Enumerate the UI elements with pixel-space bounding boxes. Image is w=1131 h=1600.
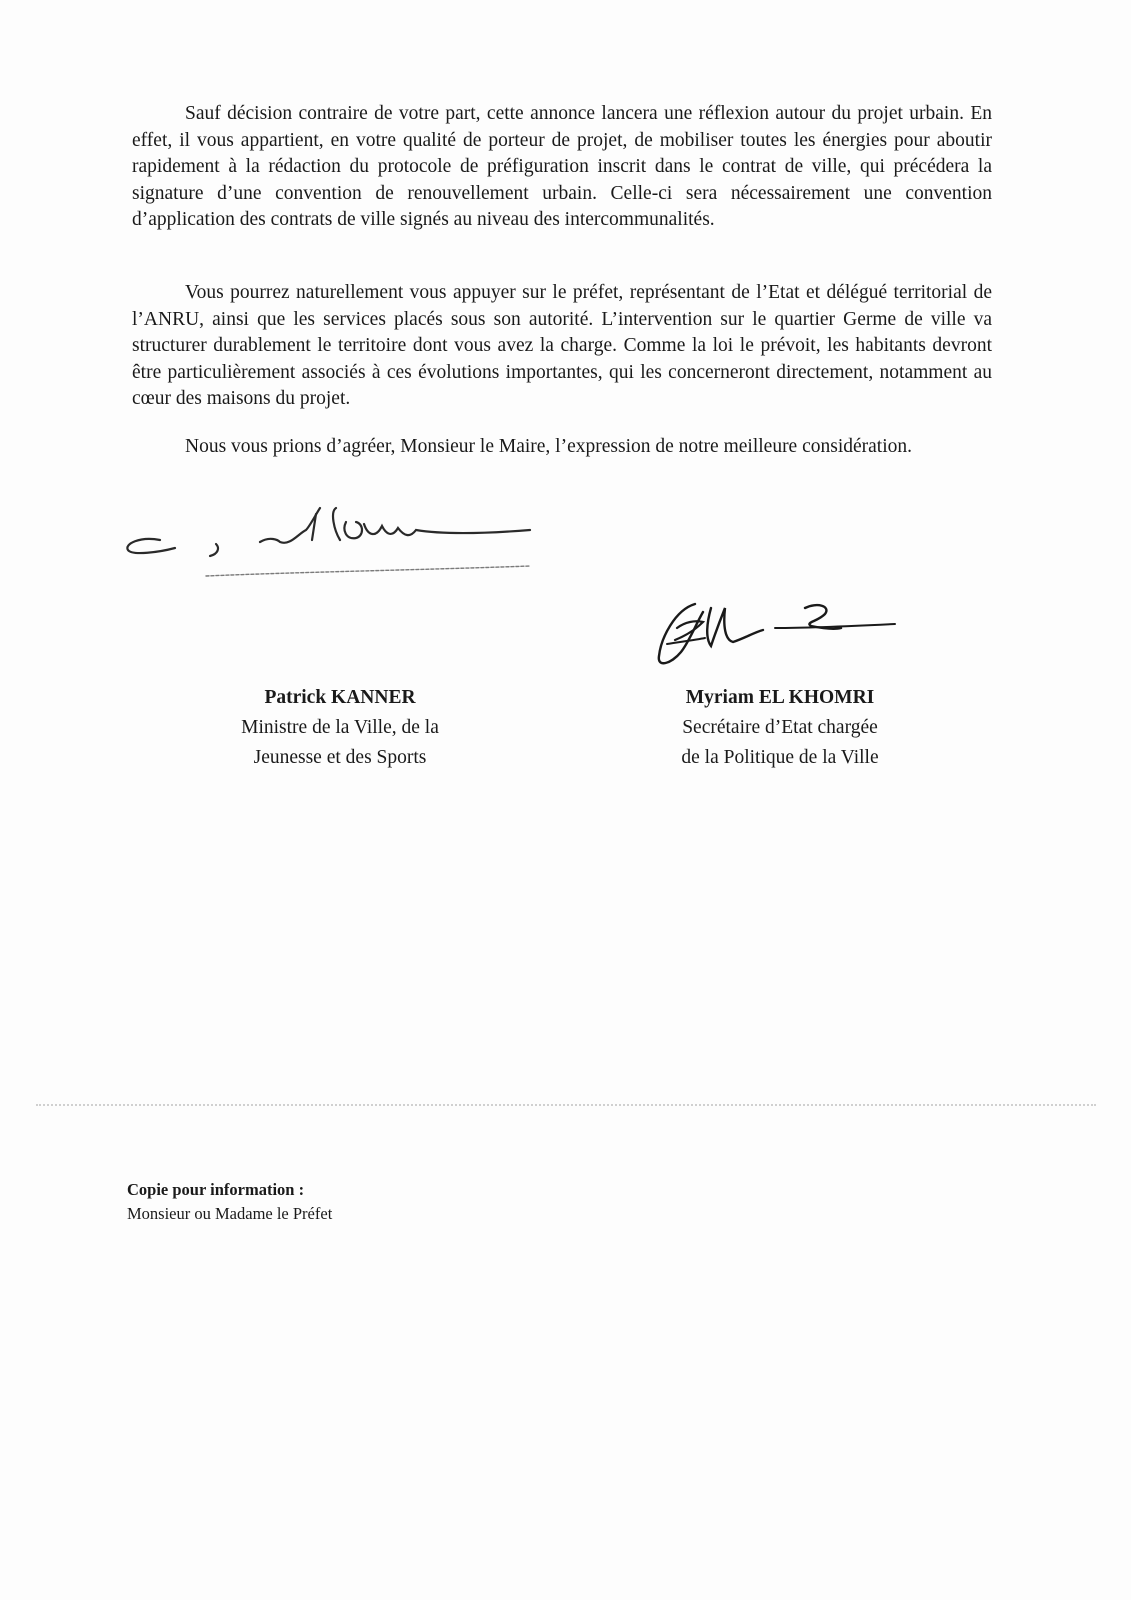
signatory-title-line: Jeunesse et des Sports (253, 747, 427, 768)
signatory-title-line: de la Politique de la Ville (681, 747, 879, 768)
letter-paragraph-1 (132, 101, 992, 234)
letter-paragraph-3 (132, 434, 992, 461)
paragraph-text: Vous pourrez naturellement vous appuyer sur le préfet, représentant de l’Etat et délégué territorial de l’ANRU, ainsi que les services placés sous son autorité. L’intervention sur le quartier Germe de ville va structurer durablement le territoire dont vous avez la charge. Comme la loi le prévoit, les habitants devront être particulièrement associés à ces évolutions importantes, qui les concerneront directement, notamment au cœur des maisons du projet. (132, 282, 992, 409)
signatory-name: Patrick KANNER (264, 687, 416, 708)
copy-recipient: Monsieur ou Madame le Préfet (127, 1204, 333, 1223)
signatory-title-line: Ministre de la Ville, de la (241, 717, 439, 738)
scan-dotted-rule (36, 1104, 1096, 1106)
copy-notice (127, 1178, 332, 1226)
handwritten-signature-right (655, 598, 915, 670)
paragraph-text: Nous vous prions d’agréer, Monsieur le Maire, l’expression de notre meilleure considération. (185, 436, 913, 457)
signatory-title-line: Secrétaire d’Etat chargée (682, 717, 878, 738)
signatory-name: Myriam EL KHOMRI (685, 687, 875, 708)
paragraph-text: Sauf décision contraire de votre part, cette annonce lancera une réflexion autour du projet urbain. En effet, il vous appartient, en votre qualité de porteur de projet, de mobiliser toutes les énergies pour aboutir rapidement à la rédaction du protocole de préfiguration inscrit dans le contrat de ville, qui précédera la signature d’une convention de renouvellement urbain. Celle-ci sera nécessairement une convention d’application des contrats de ville signés au niveau des intercommunalités. (132, 103, 992, 230)
handwritten-signature-left (120, 500, 560, 600)
copy-title: Copie pour information : (127, 1180, 305, 1199)
signatory-left (190, 683, 490, 773)
signatory-right (620, 683, 940, 773)
letter-paragraph-2 (132, 280, 992, 413)
